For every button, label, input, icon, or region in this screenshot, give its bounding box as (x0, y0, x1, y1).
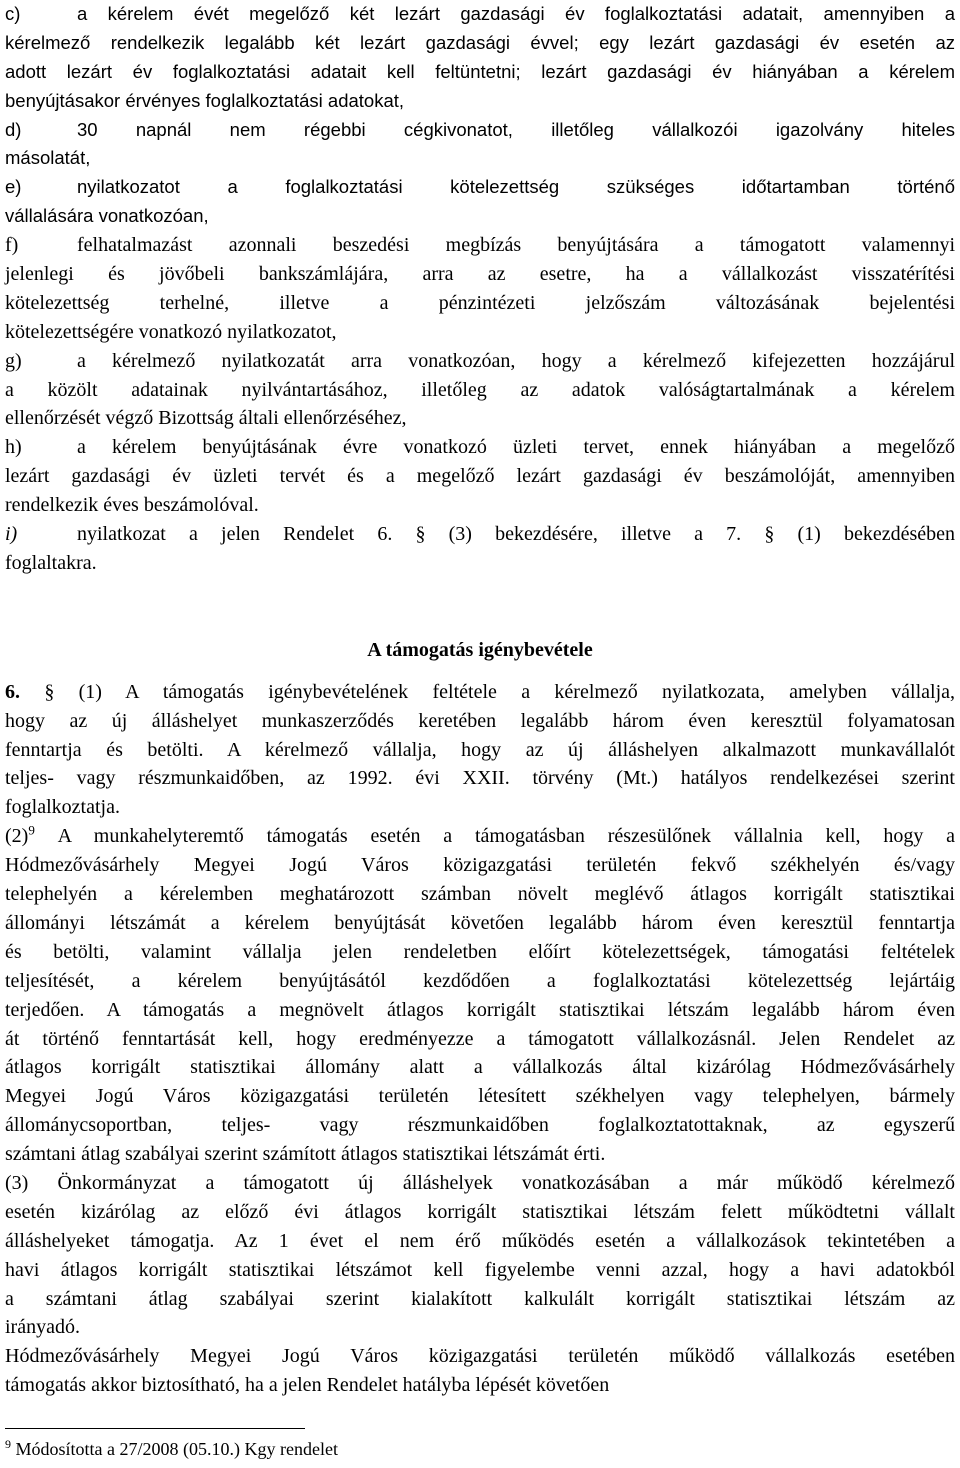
paragraph-line: a számtani átlag szabályai szerint kialakított kalkulált korrigált statisztikai létszám az (5, 1287, 955, 1310)
item-line: rendelkezik éves beszámolóval. (5, 494, 259, 517)
item-label: f) (5, 234, 19, 257)
paragraph-line: fenntartja és betölti. A kérelmező vállalja, hogy az új álláshelyen alkalmazott munkavállalót (5, 738, 955, 761)
item-line: foglaltakra. (5, 551, 97, 574)
paragraph-line: esetén kizárólag az előző évi átlagos korrigált statisztikai létszám felett működtetni vállalt (5, 1200, 955, 1223)
item-line: kötelezettségére vonatkozó nyilatkozatot, (5, 320, 337, 343)
paragraph-line: Hódmezővásárhely Megyei Jogú Város közigazgatási területén fekvő székhelyén és/vagy (5, 854, 955, 877)
list-item-i (5, 520, 955, 578)
paragraph-line: Megyei Jogú Város közigazgatási területén létesített székhelyen vagy telephelyen, bármely (5, 1085, 955, 1108)
item-line: ellenőrzését végző Bizottság általi ellenőrzéséhez, (5, 407, 407, 430)
paragraph-line: terjedően. A támogatás a megnövelt átlagos korrigált statisztikai létszám legalább három éven (5, 998, 955, 1021)
item-text: nyilatkozatot a foglalkoztatási kötelezettség szükséges időtartamban történő (77, 176, 955, 198)
paragraph-text: § (1) A támogatás igénybevételének feltétele a kérelmező nyilatkozata, amelyben vállalja, (44, 680, 955, 703)
item-text: 30 napnál nem régebbi cégkivonatot, illetőleg vállalkozói igazolvány hiteles (77, 118, 955, 140)
paragraph-line: állományi létszámát a kérelem benyújtását követően legalább három éven keresztül fenntartja (5, 911, 955, 934)
paragraph-line: irányadó. (5, 1316, 80, 1339)
paragraph-line: számtani átlag szabályai szerint számított átlagos statisztikai létszámát érti. (5, 1143, 606, 1166)
paragraph-line: hogy az új álláshelyet munkaszerződés keretében legalább három éven keresztül folyamatosan (5, 709, 955, 732)
paragraph-6-3 (5, 1169, 955, 1342)
item-text: a kérelem benyújtásának évre vonatkozó üzleti tervet, ennek hiányában a megelőző (77, 436, 955, 459)
paragraph-6-2 (5, 822, 955, 1169)
list-item-e (5, 173, 955, 231)
paragraph-line: teljes- vagy részmunkaidőben, az 1992. évi XXII. törvény (Mt.) hatályos rendelkezései szerint (5, 767, 955, 790)
item-line (5, 0, 955, 29)
item-line: másolatát, (5, 147, 91, 169)
item-line: a közölt adatainak nyilvántartásához, illetőleg az adatok valóságtartalmának a kérelem (5, 378, 955, 401)
paragraph-line: foglalkoztatja. (5, 796, 120, 819)
paragraph-line: állománycsoportban, teljes- vagy részmunkaidőben foglalkoztatottaknak, az egyszerű (5, 1114, 955, 1137)
paragraph-line (5, 822, 955, 851)
paragraph-line: álláshelyeket támogatja. Az 1 évet el nem érő működés esetén a vállalkozások tekintetében a (5, 1229, 955, 1252)
paragraph-line: Hódmezővásárhely Megyei Jogú Város közigazgatási területén működő vállalkozás esetében (5, 1345, 955, 1368)
paragraph-text: A munkahelyteremtő támogatás esetén a támogatásban részesülőnek vállalnia kell, hogy a (57, 825, 956, 848)
paragraph-line: támogatás akkor biztosítható, ha a jelen Rendelet hatályba lépését követően (5, 1374, 610, 1397)
item-line (5, 116, 955, 145)
paragraph-line: telephelyén a kérelemben meghatározott számban növelt meglévő átlagos korrigált statisztikai (5, 883, 955, 906)
paragraph-line: át történő fenntartását kell, hogy eredményezze a támogatott vállalkozásnál. Jelen Rendelet az (5, 1027, 955, 1050)
footnote (5, 1437, 338, 1461)
item-label: e) (5, 176, 22, 198)
item-line: lezárt gazdasági év üzleti tervét és a megelőző lezárt gazdasági év beszámolóját, amennyiben (5, 465, 955, 488)
item-label: c) (5, 3, 21, 24)
document-page (5, 0, 955, 1400)
item-text: felhatalmazást azonnali beszedési megbízás benyújtására a támogatott valamennyi (77, 234, 955, 257)
list-item-c (5, 0, 955, 116)
item-line (5, 231, 955, 260)
item-line: kérelmező rendelkezik legalább két lezárt gazdasági évvel; egy lezárt gazdasági év esetén az (5, 31, 955, 53)
item-line: jelenlegi és jövőbeli bankszámlájára, arra az esetre, ha a vállalkozást visszatérítési (5, 263, 955, 286)
paragraph-line (5, 678, 955, 707)
spacer (5, 578, 955, 635)
list-item-d (5, 116, 955, 174)
item-line: kötelezettség terhelné, illetve a pénzintézeti jelzőszám változásának bejelentési (5, 291, 955, 314)
paragraph-line: teljesítését, a kérelem benyújtásától kezdődően a foglalkoztatási kötelezettség lejártáig (5, 969, 955, 992)
item-text: a kérelem évét megelőző két lezárt gazdasági év foglalkoztatási adatait, amennyiben a (77, 3, 955, 24)
list-item-g (5, 347, 955, 434)
paragraph-line: átlagos korrigált statisztikai állomány alatt a vállalkozás által kizárólag Hódmezővásárhely (5, 1056, 955, 1079)
item-line: vállalására vonatkozóan, (5, 205, 209, 227)
item-label: d) (5, 118, 22, 140)
item-text: a kérelmező nyilatkozatát arra vonatkozóan, hogy a kérelmező kifejezetten hozzájárul (77, 349, 955, 372)
paragraph-prefix: (2) (5, 825, 29, 848)
footnote-ref[interactable]: 9 (28, 822, 35, 838)
paragraph-line: és betölti, valamint vállalja jelen rendeletben előírt kötelezettségek, támogatási feltételek (5, 940, 955, 963)
item-line (5, 433, 955, 462)
item-text: nyilatkozat a jelen Rendelet 6. § (3) bekezdésére, illetve a 7. § (1) bekezdésében (77, 523, 955, 546)
paragraph-line: (3) Önkormányzat a támogatott új álláshelyek vonatkozásában a már működő kérelmező (5, 1171, 955, 1194)
item-label: h) (5, 436, 22, 459)
paragraph-number: 6. (5, 680, 20, 703)
spacer (5, 665, 955, 678)
paragraph-line: havi átlagos korrigált statisztikai létszámot kell figyelembe venni azzal, hogy a havi adatokból (5, 1258, 955, 1281)
section-title: A támogatás igénybevétele (367, 638, 593, 661)
list-item-h (5, 433, 955, 520)
item-line: benyújtásakor érvényes foglalkoztatási adatokat, (5, 89, 405, 111)
item-line (5, 347, 955, 376)
footnote-text: Módosította a 27/2008 (05.10.) Kgy rendelet (15, 1439, 338, 1459)
item-label: i) (5, 523, 18, 546)
item-line (5, 520, 955, 549)
paragraph-6-1 (5, 678, 955, 822)
list-item-f (5, 231, 955, 347)
footnote-number: 9 (5, 1437, 11, 1451)
footnote-divider (5, 1428, 305, 1429)
item-line: adott lezárt év foglalkoztatási adatait kell feltüntetni; lezárt gazdasági év hiányában a kérelem (5, 60, 955, 82)
paragraph-6-4 (5, 1342, 955, 1400)
item-label: g) (5, 349, 22, 372)
item-line (5, 173, 955, 202)
